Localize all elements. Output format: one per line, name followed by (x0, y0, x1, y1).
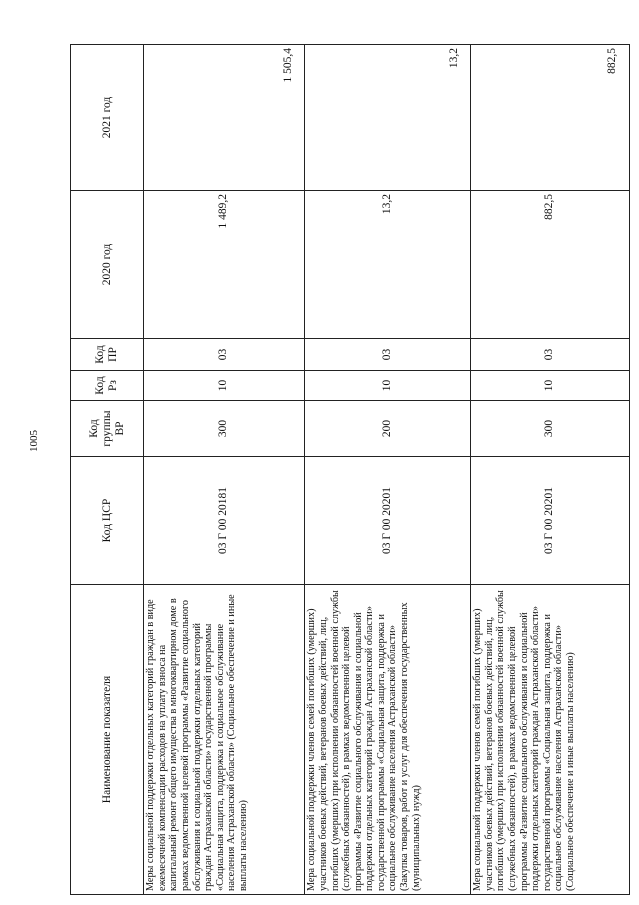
header-pr: Код ПР (71, 339, 144, 371)
row-name: Мера социальной поддержки членов семей погибших (умерших) участников боевых действий, ветеранов боевых действий, лиц, погибших (умерших) при исполнении обязанностей военной службы (служебных обязанностей), в рамках ведомственной целевой программы «Развитие социального обслуживания и социальной поддержки отдельных категорий граждан Астраханской области» государственной программы «Социальная защита, поддержка и социальное обслуживание населения Астраханской области» (Социальное обеспечение и иные выплаты населению) (471, 585, 630, 895)
header-vr: Код группы ВР (71, 401, 144, 457)
header-name: Наименование показателя (71, 585, 144, 895)
header-row (71, 45, 144, 895)
row-2021: 1 505,4 (144, 45, 305, 191)
table-row (305, 45, 471, 895)
rotated-table-container (70, 45, 630, 895)
row-2021: 13,2 (305, 45, 471, 191)
header-rz: Код Рз (71, 371, 144, 401)
page-number: 1005 (28, 430, 40, 452)
table-row (471, 45, 630, 895)
budget-table (70, 44, 630, 895)
row-csr: 03 Г 00 20201 (305, 457, 471, 585)
row-pr: 03 (305, 339, 471, 371)
row-2020: 13,2 (305, 191, 471, 339)
row-rz: 10 (305, 371, 471, 401)
table-row (144, 45, 305, 895)
row-vr: 300 (471, 401, 630, 457)
row-pr: 03 (471, 339, 630, 371)
row-2020: 1 489,2 (144, 191, 305, 339)
row-2020: 882,5 (471, 191, 630, 339)
header-2021: 2021 год (71, 45, 144, 191)
row-rz: 10 (471, 371, 630, 401)
row-csr: 03 Г 00 20201 (471, 457, 630, 585)
row-2021: 882,5 (471, 45, 630, 191)
row-name: Меры социальной поддержки отдельных категорий граждан в виде ежемесячной компенсации расходов на уплату взноса на капитальный ремонт общего имущества в многоквартирном доме в рамках ведомственной целевой программы «Развитие социального обслуживания и социальной поддержки отдельных категорий граждан Астраханской области» государственной программы «Социальная защита, поддержка и социальное обслуживание населения Астраханской области» (Социальное обеспечение и иные выплаты населению) (144, 585, 305, 895)
row-csr: 03 Г 00 20181 (144, 457, 305, 585)
row-vr: 200 (305, 401, 471, 457)
row-rz: 10 (144, 371, 305, 401)
row-pr: 03 (144, 339, 305, 371)
row-name: Мера социальной поддержки членов семей погибших (умерших) участников боевых действий, ветеранов боевых действий, лиц, погибших (умерших) при исполнении обязанностей военной службы (служебных обязанностей), в рамках ведомственной целевой программы «Развитие социального обслуживания и социальной поддержки отдельных категорий граждан Астраханской области» государственной программы «Социальная защита, поддержка и социальное обслуживание населения Астраханской области» (Закупка товаров, работ и услуг для обеспечения государственных (муниципальных) нужд) (305, 585, 471, 895)
row-vr: 300 (144, 401, 305, 457)
header-csr: Код ЦСР (71, 457, 144, 585)
header-2020: 2020 год (71, 191, 144, 339)
